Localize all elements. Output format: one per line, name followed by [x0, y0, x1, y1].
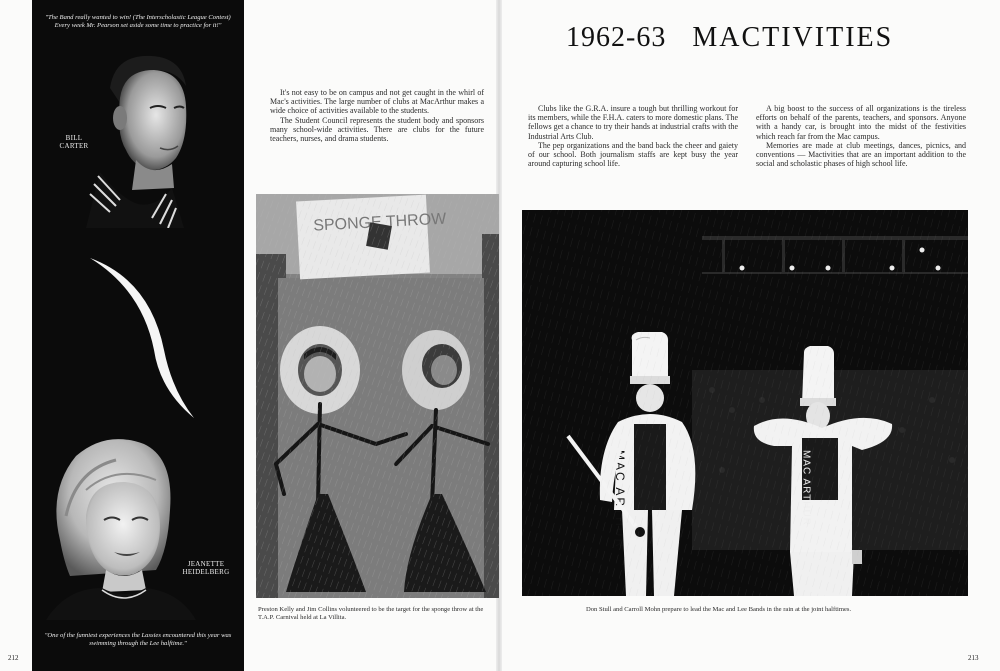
page-number-right: 213	[968, 654, 979, 662]
clubs-text-column	[528, 104, 738, 168]
band-quote: "The Band really wanted to win! (The Interscholastic League Contest) Every week Mr. Pearson set aside some time to practice for it!"	[45, 14, 231, 30]
sponge-throw-scene	[256, 194, 499, 598]
jeanette-heidelberg-portrait	[46, 430, 196, 620]
intro-paragraph-1: It's not easy to be on campus and not get caught in the whirl of Mac's activities. The large number of clubs at MacArthur makes a wide choice of activities available to the students.	[270, 88, 484, 116]
white-swoosh-decoration	[80, 250, 200, 425]
intro-text	[270, 88, 484, 143]
jeanette-last-name: HEIDELBERG	[182, 568, 230, 576]
jeanette-heidelberg-label	[174, 560, 238, 576]
lassies-quote: "One of the funniest experiences the Lassies encountered this year was swimming through the Lee halftime."	[44, 632, 232, 648]
title-word: MACTIVITIES	[692, 22, 894, 53]
intro-paragraph-2: The Student Council represents the student body and sponsors many school-wide activities. There are clubs for the future teachers, nurses, and drama students.	[270, 115, 484, 144]
bill-carter-last-name: CARTER	[59, 142, 89, 150]
title-year: 1962-63	[566, 22, 667, 53]
sponge-throw-caption: Preston Kelly and Jim Collins volunteered to be the target for the sponge throw at the T.A.P. Carnival held at La Villita.	[258, 606, 484, 622]
boost-paragraph-2: Memories are made at club meetings, dances, picnics, and conventions — Mactivities that are an important addition to the social and scholastic phases of high school life.	[756, 140, 966, 169]
sponge-throw-photo	[256, 194, 499, 598]
band-leaders-scene	[522, 210, 968, 596]
band-leaders-caption: Don Stull and Carroll Mohn prepare to lead the Mac and Lee Bands in the rain at the joint halftimes.	[586, 606, 852, 613]
bill-carter-label	[54, 134, 94, 150]
band-leaders-photo	[522, 210, 968, 596]
clubs-paragraph-1: Clubs like the G.R.A. insure a tough but thrilling workout for its members, while the F.H.A. caters to more domestic plans. The fellows get a chance to try their hands at industrial crafts with the Industrial Arts Club.	[528, 104, 738, 141]
boost-paragraph-1: A big boost to the success of all organizations is the tireless efforts on behalf of the parents, teachers, and sponsors. Anyone with a handy car, is brought into the midst of the festivities which reach far from the Mac campus.	[756, 104, 966, 141]
page-number-left: 212	[8, 654, 19, 662]
jeanette-first-name: JEANETTE	[187, 560, 225, 568]
page-title	[566, 22, 893, 54]
bill-carter-first-name: BILL	[65, 134, 83, 142]
clubs-paragraph-2: The pep organizations and the band back the cheer and gaiety of our school. Both journalism staffs are kept busy the year around capturing school life.	[528, 140, 738, 169]
bill-carter-portrait	[80, 48, 200, 228]
boost-text-column	[756, 104, 966, 168]
